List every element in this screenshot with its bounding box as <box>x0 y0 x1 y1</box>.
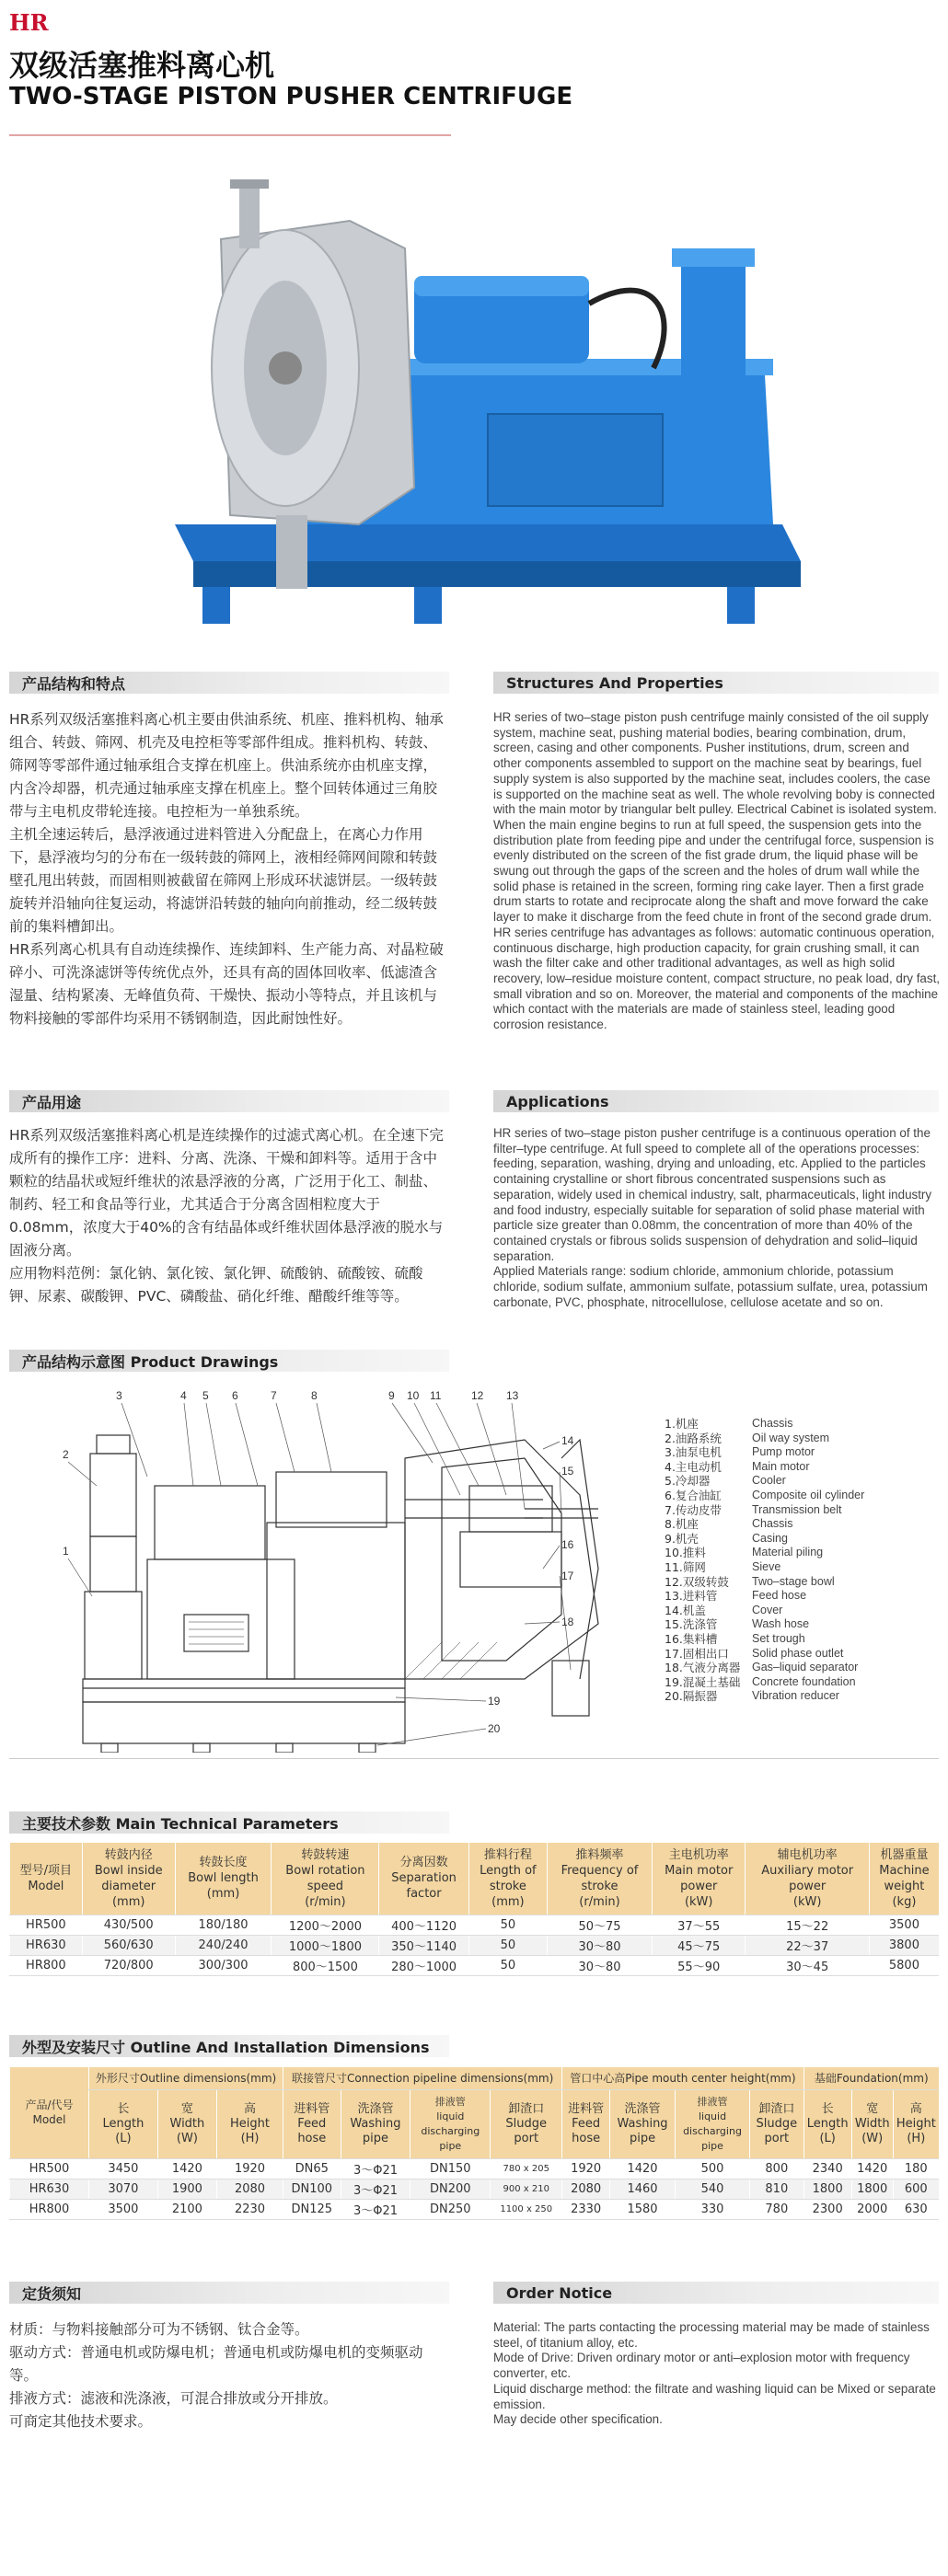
legend-en: Feed hose <box>752 1589 807 1603</box>
dims-subheader: 宽 Width (W) <box>851 2089 893 2158</box>
application-en-para: HR series of two–stage piston pusher centrifuge is a continuous operation of the filter–type centrifuge. At full speed to complete all of the operations processes: feeding, separation, washing, drying and unloading, etc. Applied to the particles containing crystalline or short fibrous concentrated suspensions such as separation, widely used in chemical industry, salt, pharmaceuticals, light industry and food industry, especially suitable for separation of solid phase material with particle size greater than 0.08mm, the concentration of more than 40% of the contained crystals or fibrous solids suspension of dehydration and solid–liquid separation. <box>493 1126 932 1263</box>
dims-subheader-row <box>10 2089 940 2158</box>
params-table <box>9 1843 939 1976</box>
order-en-para: May decide other specification. <box>493 2412 663 2427</box>
drawing-number-10: 10 <box>407 1389 420 1402</box>
drawing-number-3: 3 <box>116 1389 122 1402</box>
application-en-para: Applied Materials range: sodium chloride, ammonium chloride, potassium chloride, sodium sulfate, ammonium sulfate, potassium sulfate, urea, potassium carbonate, PVC, phosphate, nitrocellulose, cellulose acetate and so on. <box>493 1264 928 1309</box>
params-header-model: 型号/项目 Model <box>10 1843 83 1915</box>
section-order-cn-header: 定货须知 <box>9 2282 449 2304</box>
dims-header-model: 产品/代号 Model <box>10 2067 89 2158</box>
legend-item <box>665 1417 899 1432</box>
structure-cn-para: HR系列离心机具有自动连续操作、连续卸料、生产能力高、对晶粒破碎小、可洗涤滤饼等传统优点外，还具有高的固体回收率、低滤渣含湿量、结构紧凑、无峰值负荷、干燥快、振动小等特点，并且该机与物料接触的零部件均采用不锈钢制造，因此耐蚀性好。 <box>9 941 444 1027</box>
dims-table <box>9 2067 939 2220</box>
order-en-para: Material: The parts contacting the processing material may be made of stainless steel, of titanium alloy, etc. <box>493 2320 930 2350</box>
params-header-speed: 转鼓转速 Bowl rotation speed (r/min) <box>272 1843 379 1915</box>
drawing-number-12: 12 <box>471 1389 484 1402</box>
legend-item <box>665 1503 899 1518</box>
drawing-number-7: 7 <box>271 1389 277 1402</box>
legend-cn: 2.油路系统 <box>665 1431 722 1445</box>
legend-en: Composite oil cylinder <box>752 1488 865 1501</box>
params-header-frequency: 推料频率 Frequency of stroke (r/min) <box>548 1843 653 1915</box>
order-cn-para: 驱动方式：普通电机或防爆电机；普通电机或防爆电机的变频驱动等。 <box>9 2344 423 2384</box>
drawing-legend <box>665 1417 899 1704</box>
legend-item <box>665 1661 899 1675</box>
legend-cn: 18.气液分离器 <box>665 1661 741 1675</box>
legend-cn: 8.机座 <box>665 1517 699 1532</box>
legend-cn: 9.机壳 <box>665 1531 699 1546</box>
drawing-number-18: 18 <box>561 1616 574 1628</box>
legend-item <box>665 1546 899 1560</box>
order-en-para: Mode of Drive: Driven ordinary motor or anti–explosion motor with frequency converter, etc. <box>493 2351 910 2381</box>
dims-subheader: 长 Length (L) <box>803 2089 851 2158</box>
drawing-number-4: 4 <box>180 1389 187 1402</box>
dims-subheader: 排液管 liquid discharging pipe <box>675 2089 749 2158</box>
legend-item <box>665 1445 899 1460</box>
params-header-weight: 机器重量 Machine weight (kg) <box>869 1843 939 1915</box>
title-underline <box>9 134 451 136</box>
legend-cn: 5.冷却器 <box>665 1474 711 1489</box>
legend-cn: 19.混凝土基础 <box>665 1674 741 1689</box>
legend-item <box>665 1474 899 1489</box>
legend-cn: 7.传动皮带 <box>665 1502 722 1517</box>
legend-item <box>665 1432 899 1446</box>
dims-group-connection: 联接管尺寸Connection pipeline dimensions(mm) <box>283 2067 562 2089</box>
dims-group-pipe-height: 管口中心高Pipe mouth center height(mm) <box>562 2067 803 2089</box>
legend-en: Casing <box>752 1531 788 1545</box>
legend-item <box>665 1489 899 1503</box>
legend-item <box>665 1560 899 1575</box>
legend-en: Cover <box>752 1603 783 1616</box>
legend-en: Set trough <box>752 1631 805 1645</box>
order-en-para: Liquid discharge method: the filtrate and washing liquid can be Mixed or separate emission. <box>493 2381 936 2411</box>
section-application-en-header: Applications <box>493 1090 939 1112</box>
legend-en: Chassis <box>752 1517 793 1531</box>
legend-item <box>665 1460 899 1475</box>
legend-cn: 16.集料槽 <box>665 1631 718 1646</box>
application-cn-text <box>9 1124 451 1308</box>
table-row: HR630 3070 1900 2080 DN100 3～Φ21 DN200 900 x 210 2080 1460 540 810 1800 1800 600 <box>10 2179 940 2199</box>
application-cn-para: HR系列双级活塞推料离心机是连续操作的过滤式离心机。在全速下完成所有的操作工序：进料、分离、洗涤、干燥和卸料等。适用于含中颗粒的结晶状或短纤维状的浓悬浮液的分离，广泛用于化工、制盐、制药、轻工和食品等行业，尤其适合于分离含固相粒度大于0.08mm，浓度大于40%的含有结晶体或纤维状固体悬浮液的脱水与固液分离。 <box>9 1127 444 1259</box>
legend-cn: 12.双级转鼓 <box>665 1574 729 1589</box>
drawing-number-13: 13 <box>506 1389 519 1402</box>
legend-item <box>665 1632 899 1647</box>
dims-subheader: 高 Height (H) <box>893 2089 939 2158</box>
structure-en-para: HR series of two–stage piston push centrifuge mainly consisted of the oil supply system, machine seat, pushing material bodies, bearing combination, drum, screen, casing and other components. Pusher institutions, drum, screen and other components assembled to support on the machine seat by bearings, fuel supply system is also supported by the machine seat, includes coolers, the case is supported on the machine seat as well. The whole revolving boby is connected with the main motor by triangular belt pulley. Electrical Cabinet is isolated system. <box>493 710 938 817</box>
section-structure-cn-header: 产品结构和特点 <box>9 672 449 694</box>
order-cn-text <box>9 2318 451 2433</box>
legend-cn: 14.机盖 <box>665 1603 706 1617</box>
legend-en: Main motor <box>752 1459 810 1473</box>
table-row: HR800 720/800 300/300 800～1500 280～1000 50 30～80 55～90 30～45 5800 <box>10 1955 940 1975</box>
legend-item <box>665 1604 899 1618</box>
dims-subheader: 排液管 liquid discharging pipe <box>410 2089 491 2158</box>
params-header-aux-power: 辅电机功率 Auxiliary motor power (kW) <box>746 1843 869 1915</box>
section-dims-header: 外型及安装尺寸 Outline And Installation Dimensions <box>9 2035 449 2057</box>
table-row: HR500 3450 1420 1920 DN65 3～Φ21 DN150 780 x 205 1920 1420 500 800 2340 1420 180 <box>10 2158 940 2179</box>
drawing-number-20: 20 <box>488 1722 501 1735</box>
title-english: TWO-STAGE PISTON PUSHER CENTRIFUGE <box>9 83 573 110</box>
order-en-text <box>493 2320 941 2428</box>
legend-en: Transmission belt <box>752 1502 842 1516</box>
table-row: HR500 430/500 180/180 1200～2000 400～1120 50 50～75 37～55 15～22 3500 <box>10 1915 940 1935</box>
legend-en: Cooler <box>752 1474 786 1488</box>
legend-item <box>665 1575 899 1590</box>
legend-en: Solid phase outlet <box>752 1646 844 1660</box>
section-application-cn-header: 产品用途 <box>9 1090 449 1112</box>
dims-subheader: 宽 Width (W) <box>157 2089 216 2158</box>
dims-subheader: 卸渣口 Sludge port <box>491 2089 562 2158</box>
dims-subheader: 进料管 Feed hose <box>562 2089 610 2158</box>
params-header-row <box>10 1843 940 1915</box>
dims-subheader: 洗涤管 Washing pipe <box>610 2089 676 2158</box>
dims-subheader: 卸渣口 Sludge port <box>750 2089 803 2158</box>
centrifuge-photo <box>138 156 819 635</box>
drawing-number-9: 9 <box>388 1389 395 1402</box>
legend-cn: 13.进料管 <box>665 1589 718 1604</box>
legend-en: Concrete foundation <box>752 1674 856 1688</box>
params-header-length: 转鼓长度 Bowl length (mm) <box>175 1843 272 1915</box>
structure-en-para: When the main engine begins to run at full speed, the suspension gets into the distribution plate from feeding pipe and under the centrifugal force, suspension is evenly distributed on the screen of the fist grade drum, the liquid phase will be swung out through the gaps of the screen and the holes of drum wall while the solid phase is retained in the screen, forming ring cake layer. Then a first grade drum starts to rotate and reciprocate along the shaft and move forward the cake layer to make it discharge from the feed chute in front of the second grade drum. <box>493 817 934 925</box>
legend-en: Chassis <box>752 1417 793 1430</box>
structure-cn-para: HR系列双级活塞推料离心机主要由供油系统、机座、推料机构、轴承组合、转鼓、筛网、机壳及电控柜等零部件组成。推料机构、转鼓、筛网等零部件通过轴承组合支撑在机座上。供油系统亦由机座支撑，内含冷却器，机壳通过轴承座支撑在机座上。整个回转体通过三角胶带与主电机皮带轮连接。电控柜为一单独系统。 <box>9 711 444 820</box>
drawing-number-6: 6 <box>232 1389 238 1402</box>
legend-item <box>665 1589 899 1604</box>
params-header-diameter: 转鼓内径 Bowl inside diameter (mm) <box>82 1843 175 1915</box>
legend-cn: 11.筛网 <box>665 1559 706 1574</box>
legend-en: Oil way system <box>752 1431 830 1444</box>
legend-item <box>665 1617 899 1632</box>
table-row: HR800 3500 2100 2230 DN125 3～Φ21 DN250 1100 x 250 2330 1580 330 780 2300 2000 630 <box>10 2199 940 2219</box>
structure-en-text <box>493 710 941 1033</box>
drawing-number-11: 11 <box>430 1389 442 1402</box>
legend-cn: 15.洗涤管 <box>665 1617 718 1632</box>
legend-cn: 17.固相出口 <box>665 1646 729 1661</box>
section-drawing-header: 产品结构示意图 Product Drawings <box>9 1350 449 1372</box>
legend-item <box>665 1647 899 1662</box>
drawing-number-19: 19 <box>488 1695 501 1708</box>
legend-en: Sieve <box>752 1559 781 1573</box>
application-en-text <box>493 1126 941 1310</box>
legend-en: Vibration reducer <box>752 1689 839 1703</box>
structure-cn-para: 主机全速运转后，悬浮液通过进料管进入分配盘上，在离心力作用下，悬浮液均匀的分布在一级转鼓的筛网上，液相经筛网间隙和转鼓壁孔甩出转鼓，而固相则被截留在筛网上形成环状滤饼层。一级转鼓旋转并沿轴向往复运动，将滤饼沿转鼓的轴向向前推动，经二级转鼓前的集料槽卸出。 <box>9 826 438 935</box>
legend-cn: 1.机座 <box>665 1417 699 1431</box>
structure-en-para: HR series centrifuge has advantages as follows: automatic continuous operation, continuous discharge, high production capacity, for grain crushing small, it can wash the filter cake and other traditional advantages, as well as high solid recovery, low–residue moisture content, compact structure, no peak load, dry fast, small vibration and so on. Moreover, the material and components of the machine which contact with the materials are made of stainless steel, leading good corrosion resistance. <box>493 925 941 1032</box>
drawing-number-5: 5 <box>202 1389 209 1402</box>
legend-en: Two–stage bowl <box>752 1574 835 1588</box>
dims-subheader: 高 Height (H) <box>217 2089 283 2158</box>
dims-subheader: 进料管 Feed hose <box>283 2089 341 2158</box>
drawing-number-1: 1 <box>63 1545 69 1558</box>
dims-group-outline: 外形尺寸Outline dimensions(mm) <box>89 2067 283 2089</box>
legend-en: Material piling <box>752 1546 824 1559</box>
legend-cn: 6.复合油缸 <box>665 1488 722 1502</box>
legend-cn: 4.主电动机 <box>665 1459 722 1474</box>
legend-item <box>665 1675 899 1690</box>
dims-group-row <box>10 2067 940 2089</box>
dims-group-foundation: 基础Foundation(mm) <box>803 2067 939 2089</box>
dims-subheader: 长 Length (L) <box>89 2089 158 2158</box>
structure-cn-text <box>9 708 451 1030</box>
drawing-number-15: 15 <box>561 1465 574 1478</box>
legend-en: Gas–liquid separator <box>752 1661 859 1674</box>
params-header-stroke: 推料行程 Length of stroke (mm) <box>468 1843 547 1915</box>
legend-cn: 3.油泵电机 <box>665 1445 722 1460</box>
legend-item <box>665 1689 899 1704</box>
brand-label: HR <box>9 9 49 36</box>
legend-item <box>665 1532 899 1547</box>
drawing-divider <box>9 1758 939 1759</box>
drawing-number-14: 14 <box>561 1434 574 1447</box>
section-order-en-header: Order Notice <box>493 2282 939 2304</box>
drawing-number-2: 2 <box>63 1448 69 1461</box>
legend-en: Pump motor <box>752 1445 815 1459</box>
params-header-main-power: 主电机功率 Main motor power (kW) <box>652 1843 746 1915</box>
title-chinese: 双级活塞推料离心机 <box>9 48 275 83</box>
params-header-factor: 分离因数 Separation factor <box>379 1843 468 1915</box>
order-cn-para: 可商定其他技术要求。 <box>9 2413 153 2430</box>
drawing-number-8: 8 <box>311 1389 318 1402</box>
legend-en: Wash hose <box>752 1617 810 1631</box>
section-structure-en-header: Structures And Properties <box>493 672 939 694</box>
legend-item <box>665 1517 899 1532</box>
legend-cn: 10.推料 <box>665 1546 706 1560</box>
table-row: HR630 560/630 240/240 1000～1800 350～1140 50 30～80 45～75 22～37 3800 <box>10 1935 940 1955</box>
legend-cn: 20.隔振器 <box>665 1689 718 1704</box>
dims-subheader: 洗涤管 Washing pipe <box>341 2089 410 2158</box>
order-cn-para: 排液方式：滤液和洗涤液，可混合排放或分开排放。 <box>9 2390 338 2407</box>
order-cn-para: 材质：与物料接触部分可为不锈钢、钛合金等。 <box>9 2321 309 2338</box>
drawing-number-17: 17 <box>561 1570 574 1582</box>
section-params-header: 主要技术参数 Main Technical Parameters <box>9 1811 449 1834</box>
drawing-number-16: 16 <box>561 1538 574 1551</box>
application-cn-para: 应用物料范例：氯化钠、氯化铵、氯化钾、硫酸钠、硫酸铵、硫酸钾、尿素、碳酸钾、PVC、磷酸盐、硝化纤维、醋酸纤维等等。 <box>9 1265 423 1305</box>
